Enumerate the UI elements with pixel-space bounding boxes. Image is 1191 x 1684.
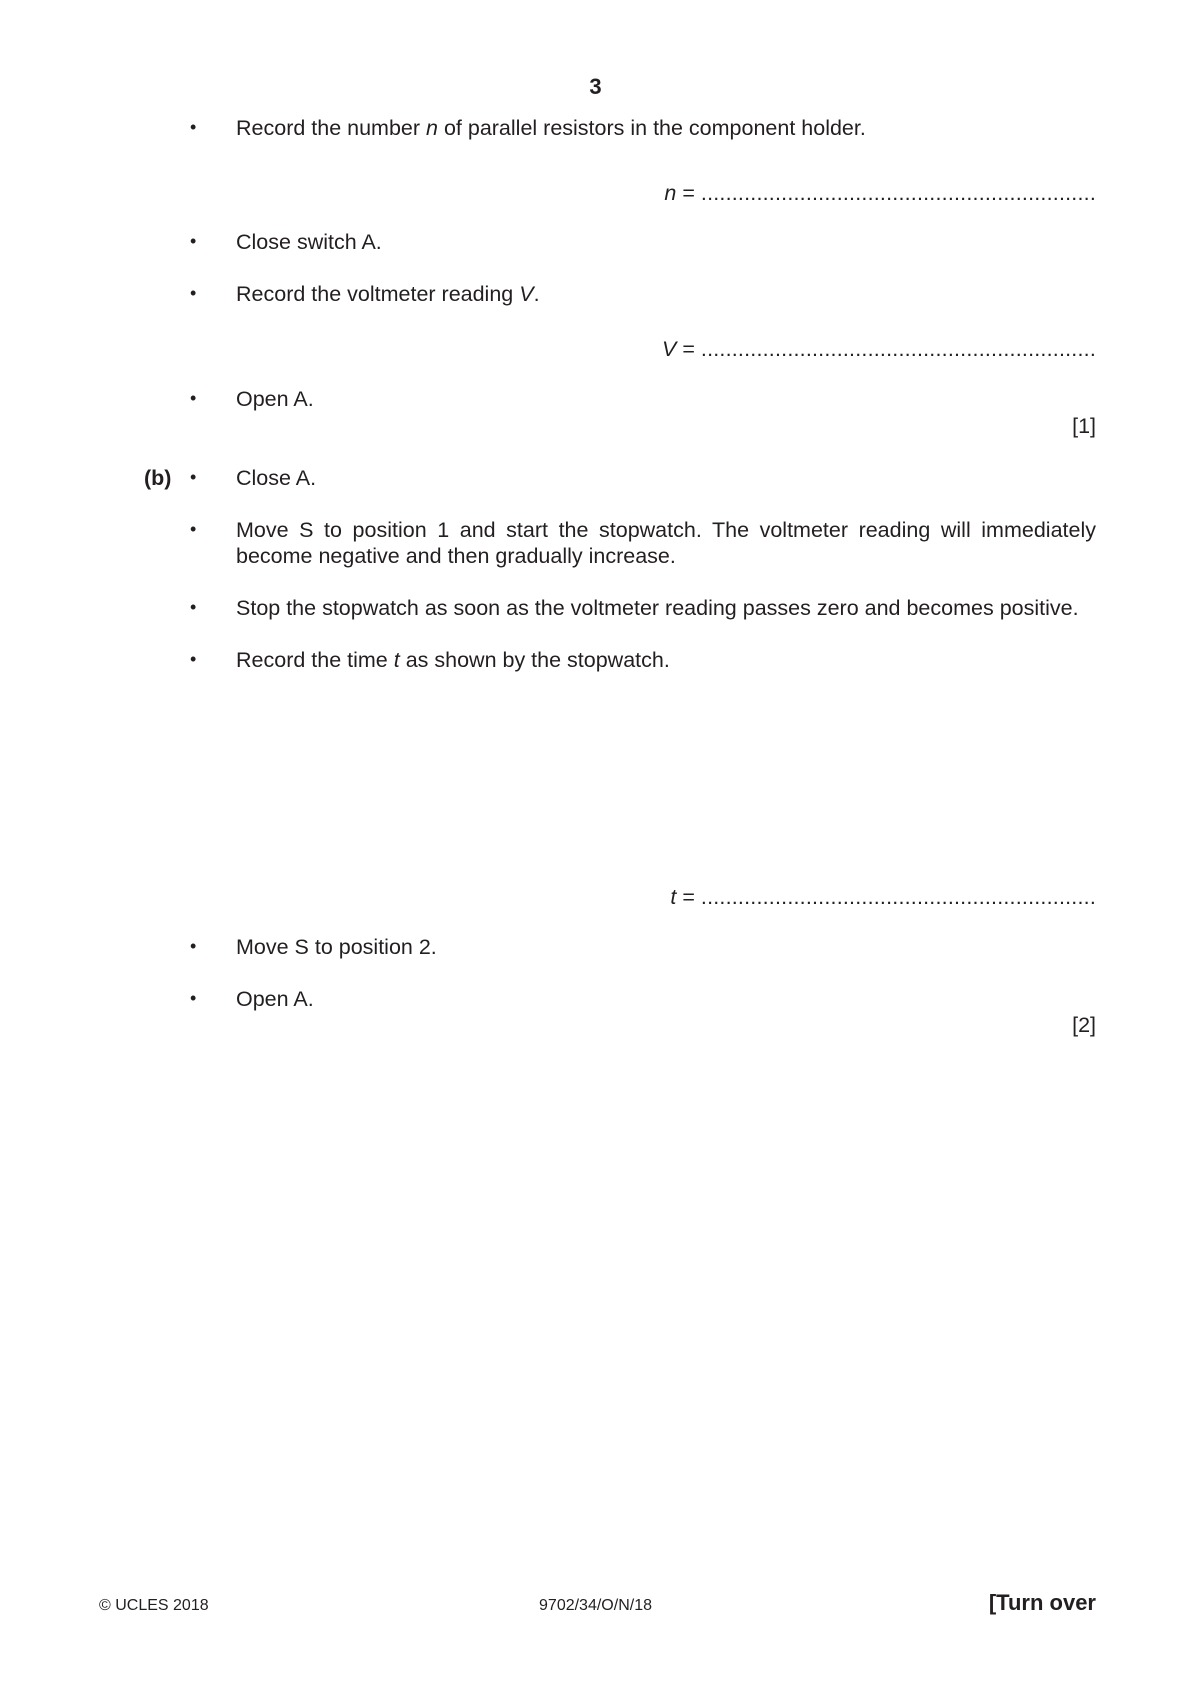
part-label: (b) [144,466,172,490]
instruction-close-switch: Close switch A. [236,230,382,254]
bullet-icon: • [190,467,197,487]
instruction-record-t: Record the time t as shown by the stopwatch. [236,648,670,672]
mark-allocation: [2] [1072,1013,1096,1037]
bullet-icon: • [190,283,197,303]
instruction-open-a: Open A. [236,387,314,411]
bullet-icon: • [190,519,197,539]
instruction-move-s-2: Move S to position 2. [236,935,437,959]
mark-allocation: [1] [1072,414,1096,438]
instruction-open-a-2: Open A. [236,987,314,1011]
bullet-icon: • [190,936,197,956]
bullet-icon: • [190,649,197,669]
answer-line-t: t = ................................................................ [670,885,1096,909]
answer-line-v: V = ................................................................ [662,337,1096,361]
bullet-icon: • [190,988,197,1008]
paper-code: 9702/34/O/N/18 [539,1597,652,1614]
instruction-move-s-1: Move S to position 1 and start the stopwatch. The voltmeter reading will immediately become negative and then gradually increase. [236,518,1096,568]
instruction-stop-stopwatch: Stop the stopwatch as soon as the voltmeter reading passes zero and becomes positive. [236,596,1079,620]
bullet-icon: • [190,117,197,137]
bullet-icon: • [190,231,197,251]
instruction-record-v: Record the voltmeter reading V. [236,282,540,306]
answer-line-n: n = ................................................................ [664,181,1096,205]
bullet-icon: • [190,597,197,617]
instruction-record-n: Record the number n of parallel resistors in the component holder. [236,116,866,140]
copyright-text: © UCLES 2018 [99,1597,209,1614]
page-number: 3 [589,74,602,99]
instruction-close-a: Close A. [236,466,317,490]
turn-over-text: [Turn over [988,1590,1096,1615]
bullet-icon: • [190,388,197,408]
